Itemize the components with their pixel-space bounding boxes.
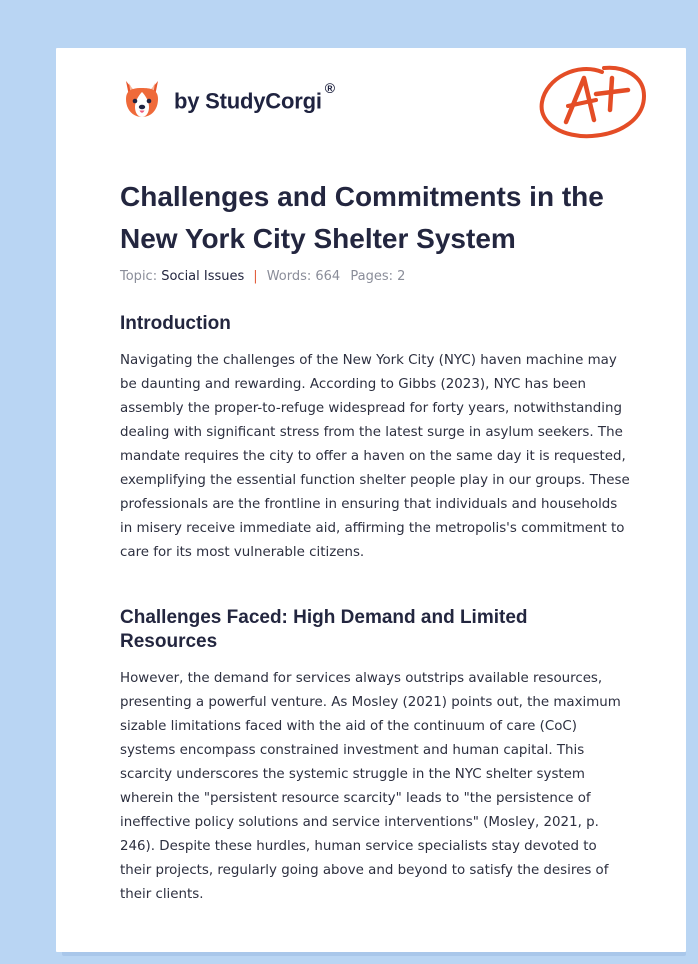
section-heading-introduction: Introduction: [120, 313, 231, 334]
word-count: Words: 664: [266, 269, 341, 284]
topic-link[interactable]: Social Issues: [161, 269, 245, 284]
challenges-paragraph: However, the demand for services always outstrips available resources, presenting a powerful venture. As Mosley (2021) points out, the maximum sizable limitations faced with the aid of the continuum of care (CoC) systems encompass constrained investment and human capital. This scarcity underscores the systemic struggle in the NYC shelter system wherein the "persistent resource scarcity" leads to "the persistence of ineffective policy solutions and service interventions" (Mosley, 2021, p. 246). Despite these hurdles, human service specialists stay devoted to their projects, regularly going above and beyond to satisfy the desires of their clients.: [120, 671, 621, 902]
meta-separator: |: [253, 269, 258, 284]
corgi-head-icon: [120, 77, 164, 121]
grade-a-plus-icon: [538, 60, 648, 140]
section-heading-challenges: Challenges Faced: High Demand and Limited Resources: [120, 607, 528, 652]
introduction-paragraph: Navigating the challenges of the New York City (NYC) haven machine may be daunting and rewarding. According to Gibbs (2023), NYC has been assembly the proper-to-refuge widespread for forty years, notwithstanding dealing with significant stress from the latest surge in asylum seekers. The mandate requires the city to offer a haven on the same day it is requested, exemplifying the essential function shelter people play in our groups. These professionals are the frontline in ensuring that individuals and households in misery receive immediate aid, affirming the metropolis's commitment to care for its most vulnerable citizens.: [120, 353, 630, 560]
document-title: Challenges and Commitments in the New York City Shelter System: [120, 181, 604, 254]
page-count: Pages: 2: [350, 269, 406, 284]
document-meta: [120, 269, 405, 284]
brand-name: [174, 80, 335, 114]
brand-text: by StudyCorgi: [174, 88, 322, 114]
registered-mark: ®: [324, 80, 335, 97]
topic-label: Topic:: [120, 269, 158, 284]
studycorgi-logo[interactable]: [120, 76, 335, 122]
